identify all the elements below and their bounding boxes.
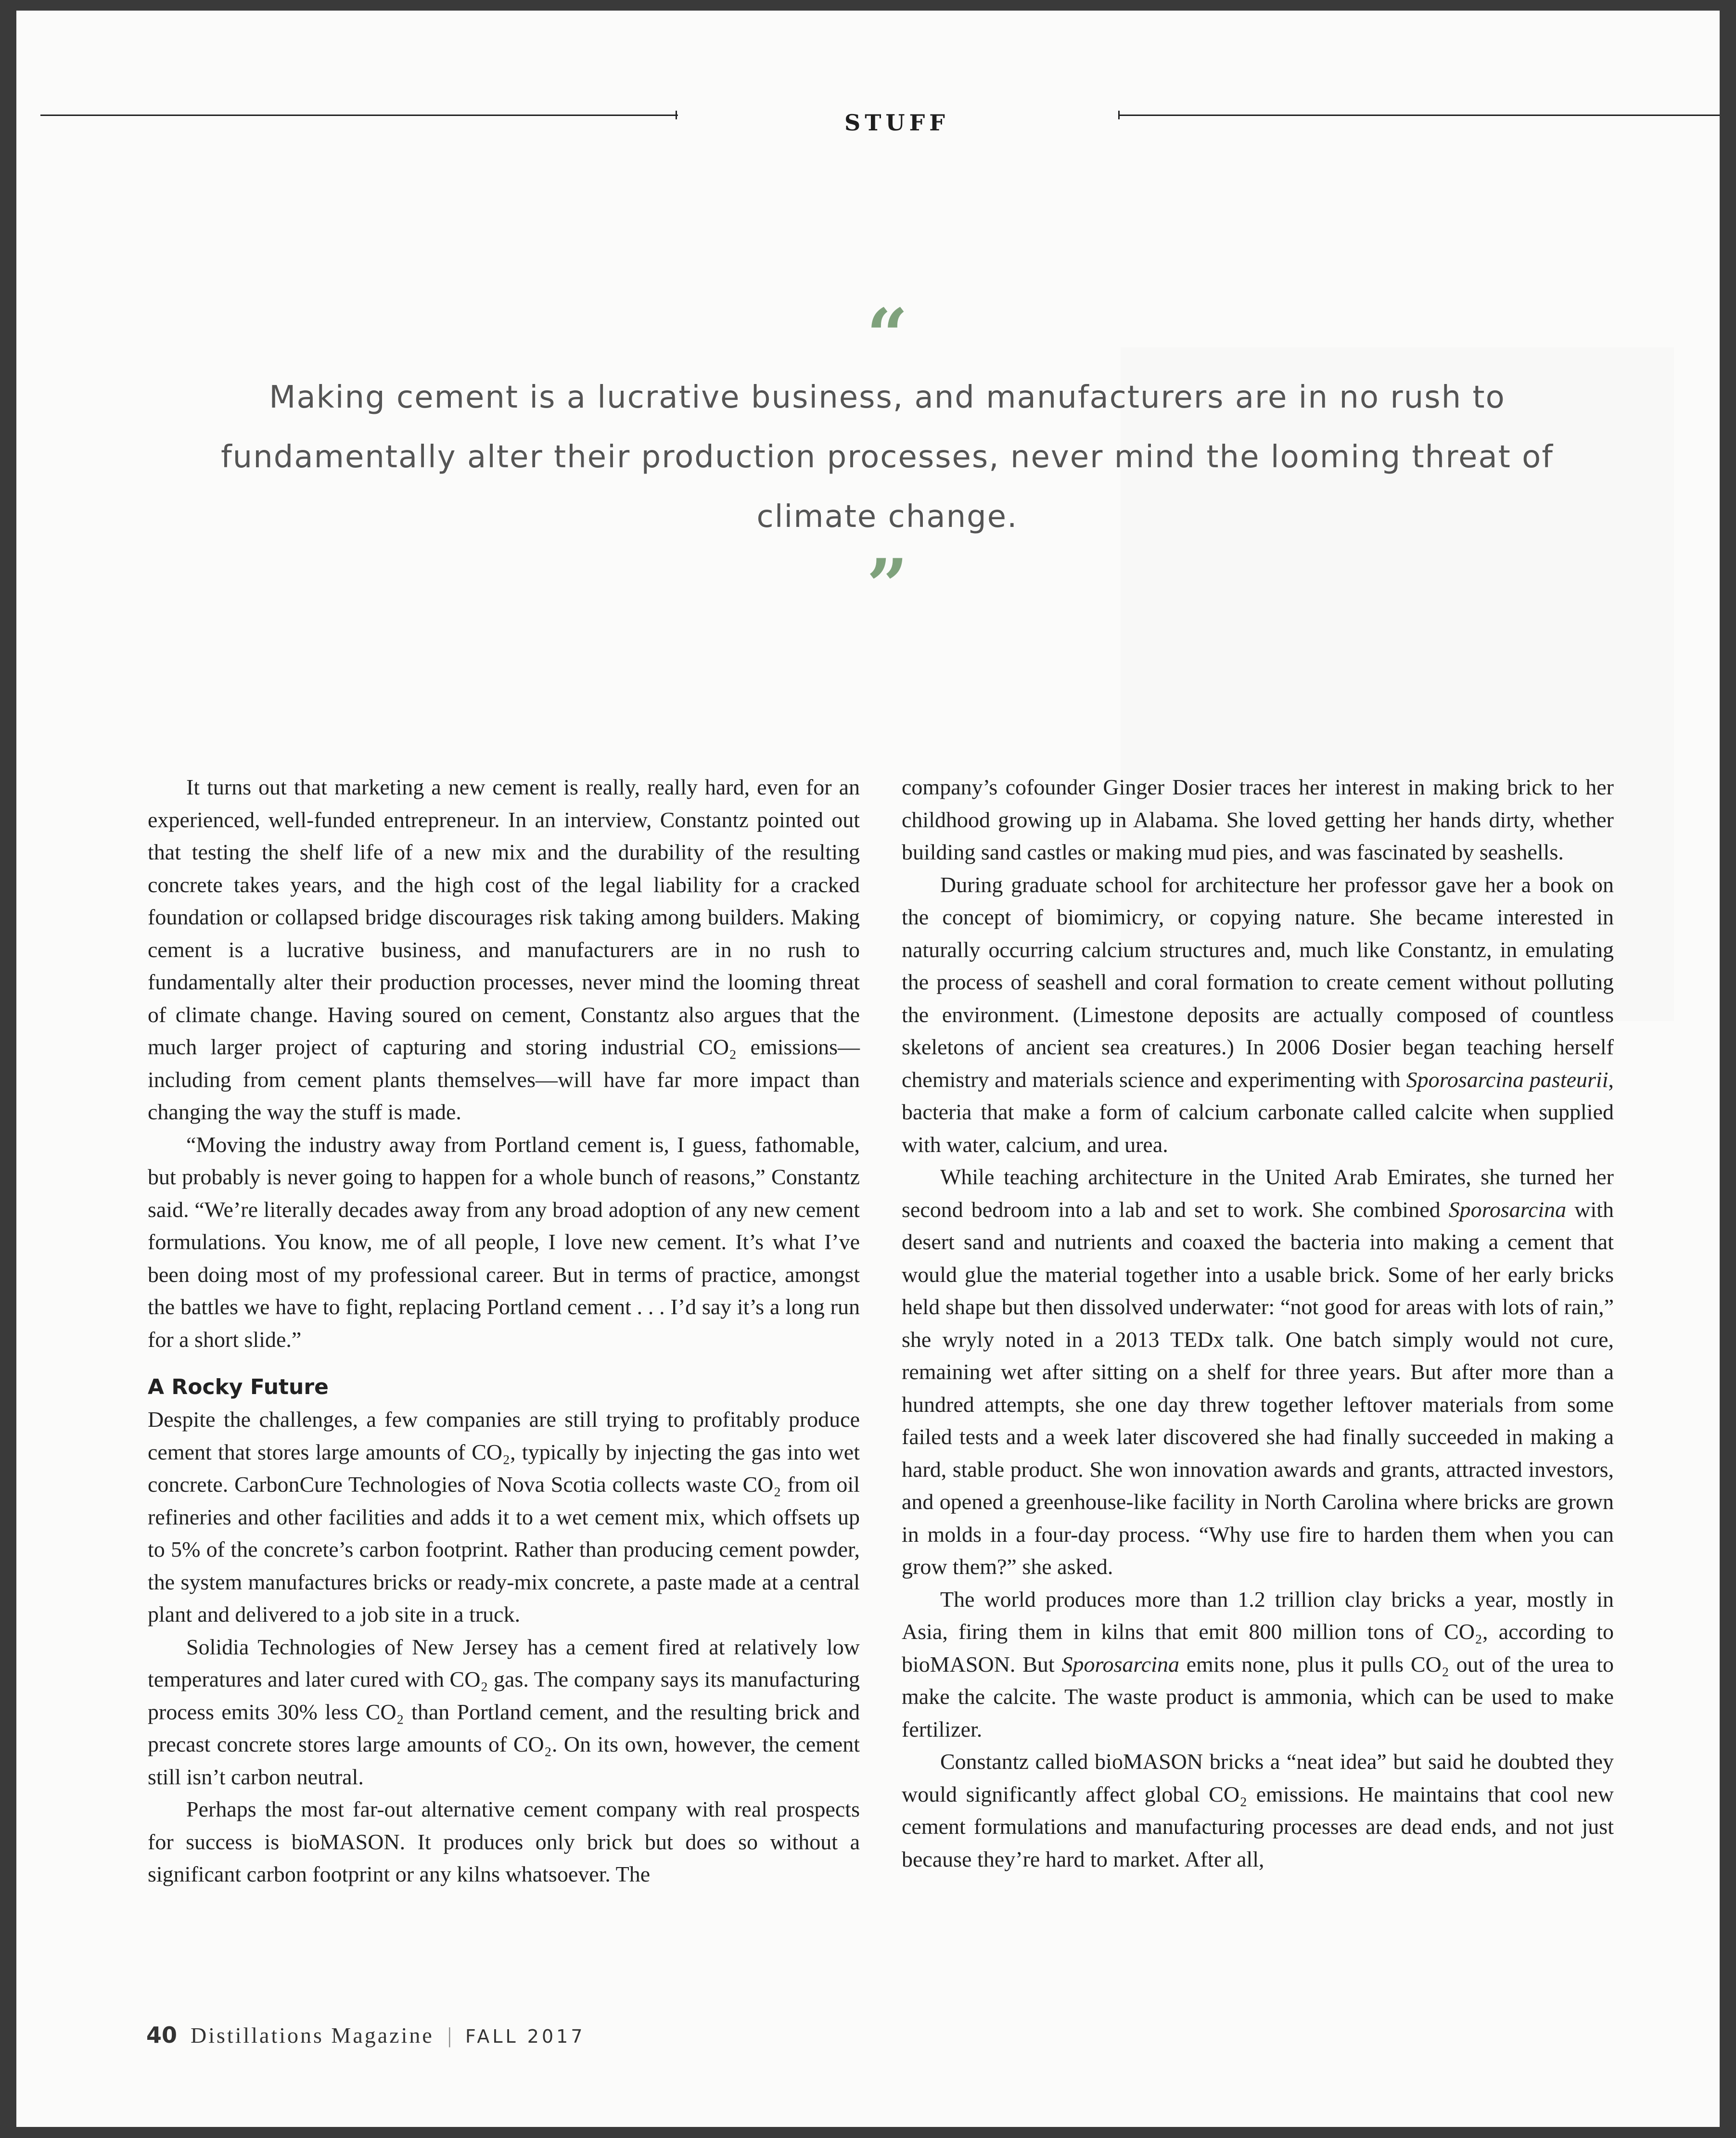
close-quote-mark: ” [866, 543, 908, 628]
issue-label: FALL 2017 [465, 2026, 586, 2047]
paragraph: Solidia Technologies of New Jersey has a cement fired at relatively low temperatures and later cured with CO₂ gas. The company says its manufacturing process emits 30% less CO₂ than Portland cement, and the resulting brick and precast concrete stores large amounts of CO₂. On its own, however, the cement still isn’t carbon neutral. [148, 1634, 860, 1789]
open-quote-mark: “ [866, 293, 908, 378]
header-rule-right [1118, 115, 1720, 116]
text-run: emits none, plus it pulls CO₂ out of the urea to make the calcite. The waste product is ammonia, which can be used to make fertilizer. [902, 1652, 1614, 1741]
text-run: The world produces more than 1.2 trillion clay bricks a year, mostly in Asia, firing them in kilns that emit 800 million tons of CO₂, according to bioMASON. But [902, 1587, 1614, 1677]
right-column [902, 771, 1614, 1875]
text-run: with desert sand and nutrients and coaxed the bacteria into making a cement that would glue the material together into a usable brick. Some of her early bricks held shape but then dissolved underwater: “not good for areas with lots of rain,” she wryly noted in a 2013 TEDx talk. One batch simply would not cure, remaining wet after sitting on a shelf for three years. But after more than a hundred attempts, she one day threw together leftover materials from some failed tests and a week later discovered she had finally succeeded in making a hard, stable product. She won innovation awards and grants, attracted investors, and opened a greenhouse-like facility in North Carolina where bricks are grown in molds in a four-day process. “Why use fire to harden them when you can grow them?” she asked. [902, 1197, 1614, 1579]
subheading: A Rocky Future [148, 1375, 329, 1399]
paragraph [902, 869, 1614, 1161]
left-column [148, 771, 860, 1891]
paragraph: Despite the challenges, a few companies are still trying to profitably produce cement that stores large amounts of CO₂, typically by injecting the gas into wet concrete. CarbonCure Technologies of Nova Scotia collects waste CO₂ from oil refineries and other facilities and adds it to a wet cement mix, which offsets up to 5% of the concrete’s carbon footprint. Rather than producing cement powder, the system manufactures bricks or ready-mix concrete, a paste made at a central plant and delivered to a job site in a truck. [148, 1407, 860, 1626]
pull-quote: Making cement is a lucrative business, and manufacturers are in no rush to fundamentally alter their production processes, never mind the looming threat of climate change. [221, 380, 1554, 535]
paragraph [902, 1161, 1614, 1583]
text-run: During graduate school for architecture her professor gave her a book on the concept of biomimicry, or copying nature. She became interested in naturally occurring calcium structures and, much like Constantz, in emulating the process of seashell and coral formation to create cement without polluting the environment. (Limestone deposits are actually composed of countless skeletons of ancient sea creatures.) In 2006 Dosier began teaching herself chemistry and materials science and experimenting with [902, 872, 1614, 1092]
species-name: Sporosarcina [1061, 1652, 1179, 1677]
paragraph [902, 1583, 1614, 1746]
paragraph: Perhaps the most far-out alternative cement company with real prospects for success is bioMASON. It produces only brick but does so without a significant carbon footprint or any kilns whatsoever. The [148, 1797, 860, 1886]
paragraph: “Moving the industry away from Portland cement is, I guess, fathomable, but probably is never going to happen for a whole bunch of reasons,” Constantz said. “We’re literally decades away from any broad adoption of any new cement formulations. You know, me of all people, I love new cement. It’s what I’ve been doing most of my professional career. But in terms of practice, amongst the battles we have to fight, replacing Portland cement . . . I’d say it’s a long run for a short slide.” [148, 1132, 860, 1352]
paragraph: It turns out that marketing a new cement is really, really hard, even for an experienced, well-funded entrepreneur. In an interview, Constantz pointed out that testing the shelf life of a new mix and the durability of the resulting concrete takes years, and the high cost of the legal liability for a cracked foundation or collapsed bridge discourages risk taking among builders. Making cement is a lucrative business, and manufacturers are in no rush to fundamentally alter their production processes, never mind the looming threat of climate change. Having soured on cement, Constantz also argues that the much larger project of capturing and storing industrial CO₂ emissions—including from cement plants themselves—will have far more impact than changing the way the stuff is made. [148, 775, 860, 1124]
magazine-name: Distillations Magazine [191, 2023, 434, 2048]
species-name: Sporosarcina pasteurii [1406, 1067, 1608, 1092]
paragraph: company’s cofounder Ginger Dosier traces her interest in making brick to her childhood growing up in Alabama. She loved getting her hands dirty, whether building sand castles or making mud pies, and was fascinated by seashells. [902, 775, 1614, 864]
text-run: , bacteria that make a form of calcium carbonate called calcite when supplied with water, calcium, and urea. [902, 1067, 1614, 1157]
species-name: Sporosarcina [1448, 1197, 1567, 1222]
footer-separator: | [447, 2023, 452, 2048]
magazine-page [16, 11, 1720, 2127]
section-label: STUFF [844, 110, 949, 136]
text-run: While teaching architecture in the United Arab Emirates, she turned her second bedroom into a lab and set to work. She combined [902, 1165, 1614, 1222]
page-number: 40 [146, 2022, 178, 2048]
page-footer [146, 2022, 586, 2048]
paragraph: Constantz called bioMASON bricks a “neat idea” but said he doubted they would significantly affect global CO₂ emissions. He maintains that cool new cement formulations and manufacturing processes are dead ends, and not just because they’re hard to market. After all, [902, 1749, 1614, 1871]
header-rule-left [40, 115, 678, 116]
